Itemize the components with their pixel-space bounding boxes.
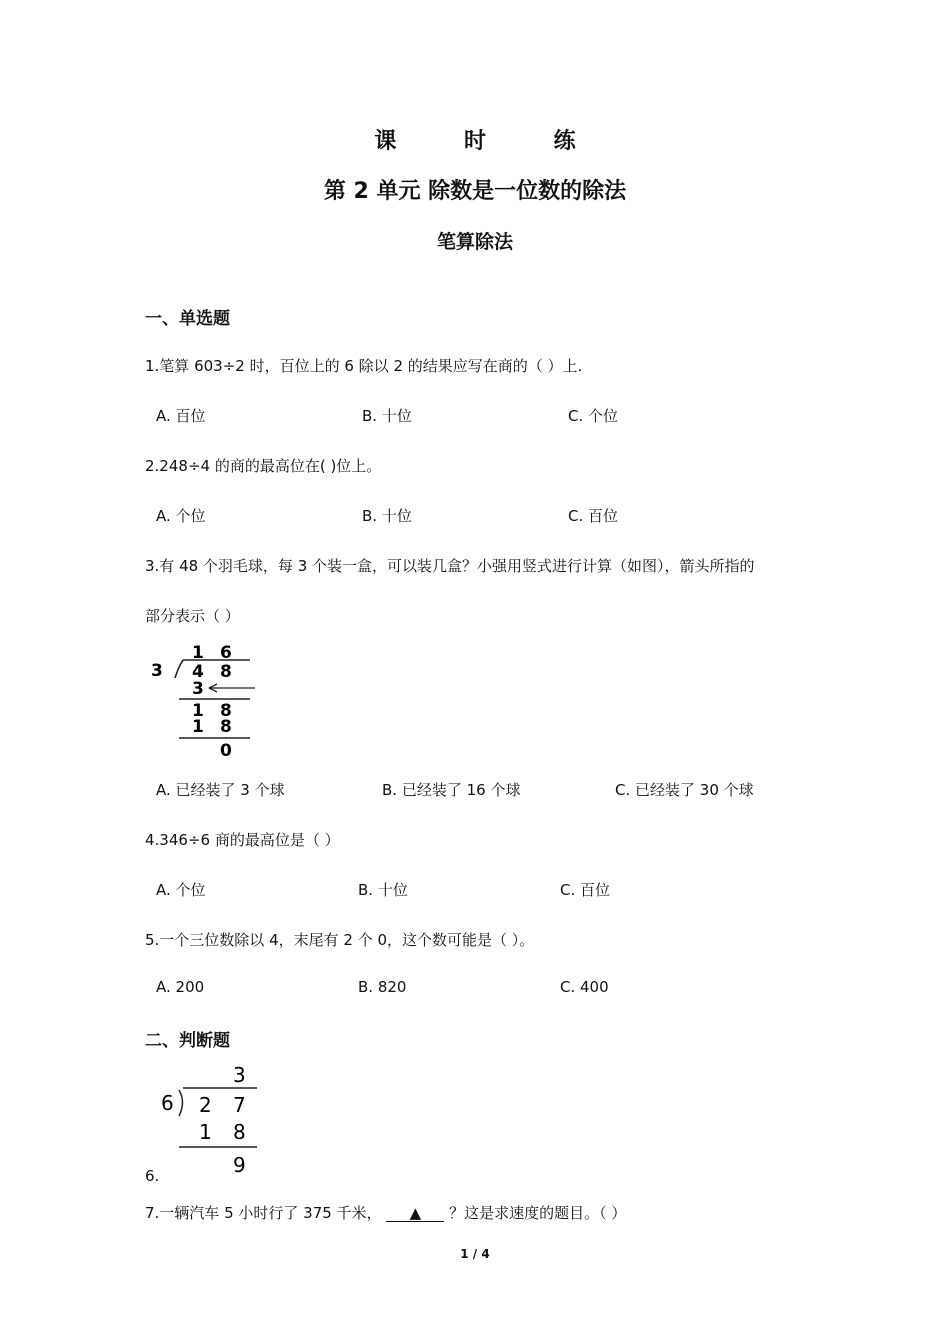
q2-option-a: A. 个位 — [156, 507, 206, 525]
div2-remainder: 9 — [233, 1153, 246, 1177]
long-division-figure-1 — [145, 640, 265, 762]
div1-step-digit: 1 — [192, 701, 204, 721]
div1-bracket-curve — [175, 660, 183, 678]
div1-remainder: 0 — [220, 741, 232, 761]
question-6-label: 6. — [145, 1167, 160, 1185]
div1-quotient-digit: 1 — [192, 643, 204, 663]
long-division-figure-2 — [155, 1062, 265, 1177]
q1-option-c: C. 个位 — [568, 407, 619, 425]
div2-product-digit: 8 — [233, 1120, 246, 1144]
div1-dividend-digit: 8 — [220, 662, 232, 682]
div1-step-digit: 1 — [192, 717, 204, 737]
q1-option-a: A. 百位 — [156, 407, 206, 425]
q4-option-c: C. 百位 — [560, 881, 611, 899]
q5-option-c: C. 400 — [560, 978, 609, 996]
div2-dividend-digit: 7 — [233, 1093, 246, 1117]
div1-dividend-digit: 4 — [192, 662, 204, 682]
q1-option-b: B. 十位 — [362, 407, 412, 425]
q7-text-before: 7.一辆汽车 5 小时行了 375 千米， — [145, 1204, 382, 1222]
q3-option-b: B. 已经装了 16 个球 — [382, 781, 521, 799]
page-number: 1 / 4 — [460, 1247, 490, 1261]
div1-divisor: 3 — [151, 661, 163, 681]
q7-text-after: ？这是求速度的题目。（ ） — [449, 1204, 627, 1222]
part1-heading: 一、单选题 — [145, 309, 230, 329]
question-3-line2: 部分表示（ ） — [145, 607, 240, 625]
div1-step-value: 3 — [192, 679, 204, 699]
q2-option-c: C. 百位 — [568, 507, 619, 525]
div1-step-digit: 8 — [220, 701, 232, 721]
div2-quotient: 3 — [233, 1063, 246, 1087]
question-4: 4.346÷6 商的最高位是（ ） — [145, 831, 340, 849]
question-1: 1.笔算 603÷2 时，百位上的 6 除以 2 的结果应写在商的（ ）上. — [145, 357, 583, 375]
div1-step-digit: 8 — [220, 717, 232, 737]
question-2: 2.248÷4 的商的最高位在( )位上。 — [145, 457, 382, 475]
question-5: 5.一个三位数除以 4，末尾有 2 个 0，这个数可能是（ ）。 — [145, 931, 535, 949]
div2-bracket-curve — [179, 1090, 183, 1116]
q5-option-b: B. 820 — [358, 978, 407, 996]
question-3-line1: 3.有 48 个羽毛球，每 3 个装一盒，可以装几盒？小强用竖式进行计算（如图），箭头所指的 — [145, 557, 755, 575]
q3-option-a: A. 已经装了 3 个球 — [156, 781, 285, 799]
part2-heading: 二、判断题 — [145, 1031, 230, 1051]
q4-option-b: B. 十位 — [358, 881, 408, 899]
div2-divisor: 6 — [161, 1091, 174, 1115]
q7-blank: ▲ — [386, 1205, 444, 1222]
div2-dividend-digit: 2 — [199, 1093, 212, 1117]
q4-option-a: A. 个位 — [156, 881, 206, 899]
question-7 — [145, 1202, 626, 1223]
q3-option-c: C. 已经装了 30 个球 — [615, 781, 754, 799]
page-title: 课 时 练 — [374, 129, 606, 154]
q2-option-b: B. 十位 — [362, 507, 412, 525]
unit-title: 第 2 单元 除数是一位数的除法 — [323, 179, 627, 204]
section-title: 笔算除法 — [436, 231, 513, 253]
q5-option-a: A. 200 — [156, 978, 205, 996]
div2-product-digit: 1 — [199, 1120, 212, 1144]
div1-quotient-digit: 6 — [220, 643, 232, 663]
